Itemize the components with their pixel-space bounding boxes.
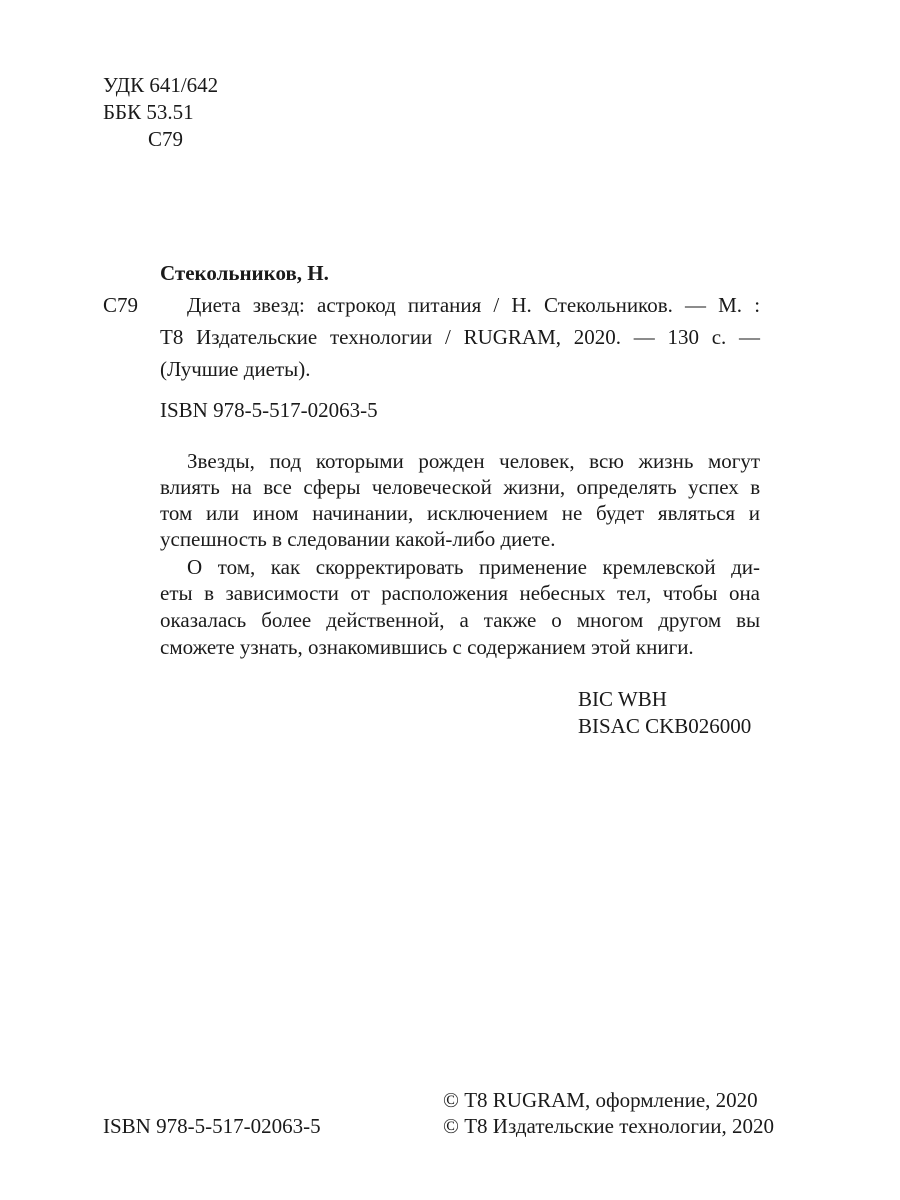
annotation-p2-line-3: оказалась более действенной, а также о многом другом вы xyxy=(160,608,761,632)
catalog-desc-line-2: Т8 Издательские технологии / RUGRAM, 2020. — 130 с. — xyxy=(160,325,760,349)
bbk-code: ББК 53.51 xyxy=(103,100,194,124)
annotation-p1-line-4: успешность в следовании какой-либо диете. xyxy=(160,527,556,551)
annotation-p1-line-1: Звезды, под которыми рожден человек, всю жизнь могут xyxy=(187,449,761,473)
annotation-p2-line-1: О том, как скорректировать применение кремлевской ди- xyxy=(187,555,761,579)
catalog-desc-line-3: (Лучшие диеты). xyxy=(160,357,311,381)
bisac-code: BISAC CKB026000 xyxy=(578,714,752,738)
footer-isbn: ISBN 978-5-517-02063-5 xyxy=(103,1114,321,1138)
annotation-p2-line-4: сможете узнать, ознакомившись с содержанием этой книги. xyxy=(160,635,694,659)
catalog-code: С79 xyxy=(103,293,139,317)
annotation-p1-line-3: том или ином начинании, исключением не будет являться и xyxy=(160,501,761,525)
bic-code: BIC WBH xyxy=(578,687,667,711)
catalog-author: Стекольников, Н. xyxy=(160,261,329,285)
annotation-p2-line-2: еты в зависимости от расположения небесных тел, чтобы она xyxy=(160,581,760,605)
copyright-rugram: © Т8 RUGRAM, оформление, 2020 xyxy=(443,1088,758,1112)
annotation-p1-line-2: влиять на все сферы человеческой жизни, определять успех в xyxy=(160,475,761,499)
catalog-desc-line-1: Диета звезд: астрокод питания / Н. Стекольников. — М. : xyxy=(187,293,761,317)
author-mark: С79 xyxy=(148,127,184,151)
copyright-t8: © Т8 Издательские технологии, 2020 xyxy=(443,1114,774,1138)
udk-code: УДК 641/642 xyxy=(103,73,219,97)
catalog-isbn: ISBN 978-5-517-02063-5 xyxy=(160,398,378,422)
